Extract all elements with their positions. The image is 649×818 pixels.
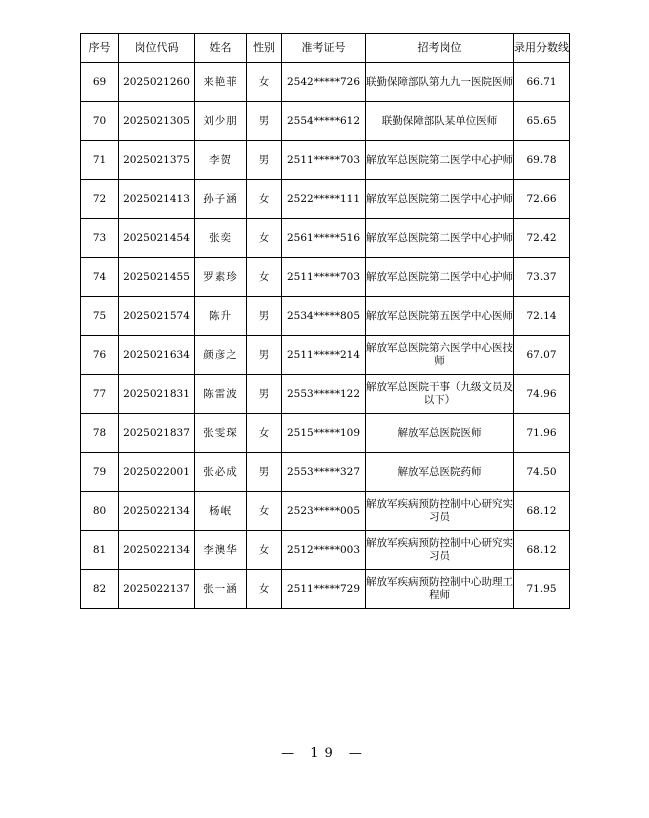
cell-admission-number: 2515*****109 [282,414,366,453]
cell-position: 解放军总医院第二医学中心护师 [366,141,514,180]
cell-name: 来艳菲 [195,63,247,102]
cell-post-code: 2025021413 [119,180,195,219]
cell-position: 解放军总医院第二医学中心护师 [366,219,514,258]
cell-sex: 男 [247,102,282,141]
roster-table [80,33,570,609]
cell-name: 陈雷波 [195,375,247,414]
table-row [81,336,570,375]
cell-score-line: 71.96 [514,414,570,453]
table-row [81,258,570,297]
cell-position: 解放军疾病预防控制中心研究实习员 [366,531,514,570]
cell-score-line: 67.07 [514,336,570,375]
table-row [81,570,570,609]
cell-position: 解放军总医院第二医学中心护师 [366,258,514,297]
cell-name: 杨岷 [195,492,247,531]
cell-admission-number: 2542*****726 [282,63,366,102]
cell-seq: 72 [81,180,119,219]
cell-seq: 76 [81,336,119,375]
cell-post-code: 2025022134 [119,492,195,531]
column-header-post-code: 岗位代码 [119,34,195,63]
cell-score-line: 72.14 [514,297,570,336]
cell-post-code: 2025021305 [119,102,195,141]
cell-name: 颜彦之 [195,336,247,375]
cell-post-code: 2025021837 [119,414,195,453]
cell-position: 解放军总医院第六医学中心医技师 [366,336,514,375]
cell-name: 李澳华 [195,531,247,570]
table-row [81,453,570,492]
cell-sex: 女 [247,63,282,102]
table-row [81,531,570,570]
table-row [81,492,570,531]
cell-admission-number: 2511*****703 [282,141,366,180]
cell-name: 张必成 [195,453,247,492]
table-body [81,63,570,609]
table-row [81,414,570,453]
cell-name: 张雯琛 [195,414,247,453]
cell-name: 张一涵 [195,570,247,609]
cell-post-code: 2025021831 [119,375,195,414]
cell-sex: 男 [247,375,282,414]
column-header-position: 招考岗位 [366,34,514,63]
cell-seq: 80 [81,492,119,531]
cell-admission-number: 2511*****214 [282,336,366,375]
page-number: — 19 — [281,746,368,761]
cell-sex: 男 [247,453,282,492]
cell-sex: 女 [247,219,282,258]
cell-sex: 男 [247,336,282,375]
cell-sex: 女 [247,258,282,297]
page-footer [0,742,649,761]
column-header-name: 姓名 [195,34,247,63]
table-row [81,63,570,102]
cell-score-line: 72.66 [514,180,570,219]
column-header-score-line: 录用分数线 [514,34,570,63]
column-header-admission-number: 准考证号 [282,34,366,63]
cell-score-line: 66.71 [514,63,570,102]
cell-admission-number: 2534*****805 [282,297,366,336]
cell-post-code: 2025021634 [119,336,195,375]
cell-seq: 71 [81,141,119,180]
cell-admission-number: 2511*****703 [282,258,366,297]
cell-admission-number: 2512*****003 [282,531,366,570]
roster-table-container [80,33,569,609]
cell-seq: 73 [81,219,119,258]
cell-score-line: 72.42 [514,219,570,258]
column-header-seq: 序号 [81,34,119,63]
table-row [81,375,570,414]
cell-seq: 79 [81,453,119,492]
cell-score-line: 74.96 [514,375,570,414]
cell-position: 解放军总医院第二医学中心护师 [366,180,514,219]
cell-score-line: 71.95 [514,570,570,609]
cell-score-line: 65.65 [514,102,570,141]
cell-seq: 69 [81,63,119,102]
cell-post-code: 2025021375 [119,141,195,180]
cell-post-code: 2025021455 [119,258,195,297]
cell-position: 解放军疾病预防控制中心助理工程师 [366,570,514,609]
cell-seq: 81 [81,531,119,570]
cell-post-code: 2025022137 [119,570,195,609]
cell-admission-number: 2561*****516 [282,219,366,258]
cell-post-code: 2025021454 [119,219,195,258]
cell-sex: 女 [247,180,282,219]
cell-name: 罗素珍 [195,258,247,297]
cell-post-code: 2025022001 [119,453,195,492]
table-row [81,141,570,180]
cell-seq: 78 [81,414,119,453]
cell-sex: 女 [247,492,282,531]
cell-sex: 男 [247,297,282,336]
table-row [81,219,570,258]
table-row [81,180,570,219]
cell-admission-number: 2554*****612 [282,102,366,141]
cell-admission-number: 2522*****111 [282,180,366,219]
cell-score-line: 68.12 [514,492,570,531]
cell-position: 联勤保障部队第九九一医院医师 [366,63,514,102]
cell-seq: 82 [81,570,119,609]
cell-position: 解放军总医院医师 [366,414,514,453]
cell-seq: 74 [81,258,119,297]
cell-sex: 女 [247,414,282,453]
cell-position: 联勤保障部队某单位医师 [366,102,514,141]
cell-position: 解放军总医院药师 [366,453,514,492]
column-header-sex: 性别 [247,34,282,63]
cell-seq: 75 [81,297,119,336]
cell-score-line: 74.50 [514,453,570,492]
cell-post-code: 2025022134 [119,531,195,570]
cell-position: 解放军总医院干事（九级文员及以下） [366,375,514,414]
cell-score-line: 68.12 [514,531,570,570]
cell-name: 孙子涵 [195,180,247,219]
table-row [81,102,570,141]
cell-seq: 77 [81,375,119,414]
cell-sex: 女 [247,531,282,570]
cell-admission-number: 2553*****122 [282,375,366,414]
cell-sex: 男 [247,141,282,180]
cell-seq: 70 [81,102,119,141]
table-header-row [81,34,570,63]
cell-admission-number: 2511*****729 [282,570,366,609]
cell-post-code: 2025021260 [119,63,195,102]
cell-name: 李贺 [195,141,247,180]
cell-score-line: 73.37 [514,258,570,297]
cell-score-line: 69.78 [514,141,570,180]
cell-position: 解放军总医院第五医学中心医师 [366,297,514,336]
cell-admission-number: 2523*****005 [282,492,366,531]
table-row [81,297,570,336]
cell-name: 刘少朋 [195,102,247,141]
cell-admission-number: 2553*****327 [282,453,366,492]
cell-name: 陈升 [195,297,247,336]
cell-sex: 女 [247,570,282,609]
cell-post-code: 2025021574 [119,297,195,336]
cell-name: 张奕 [195,219,247,258]
cell-position: 解放军疾病预防控制中心研究实习员 [366,492,514,531]
